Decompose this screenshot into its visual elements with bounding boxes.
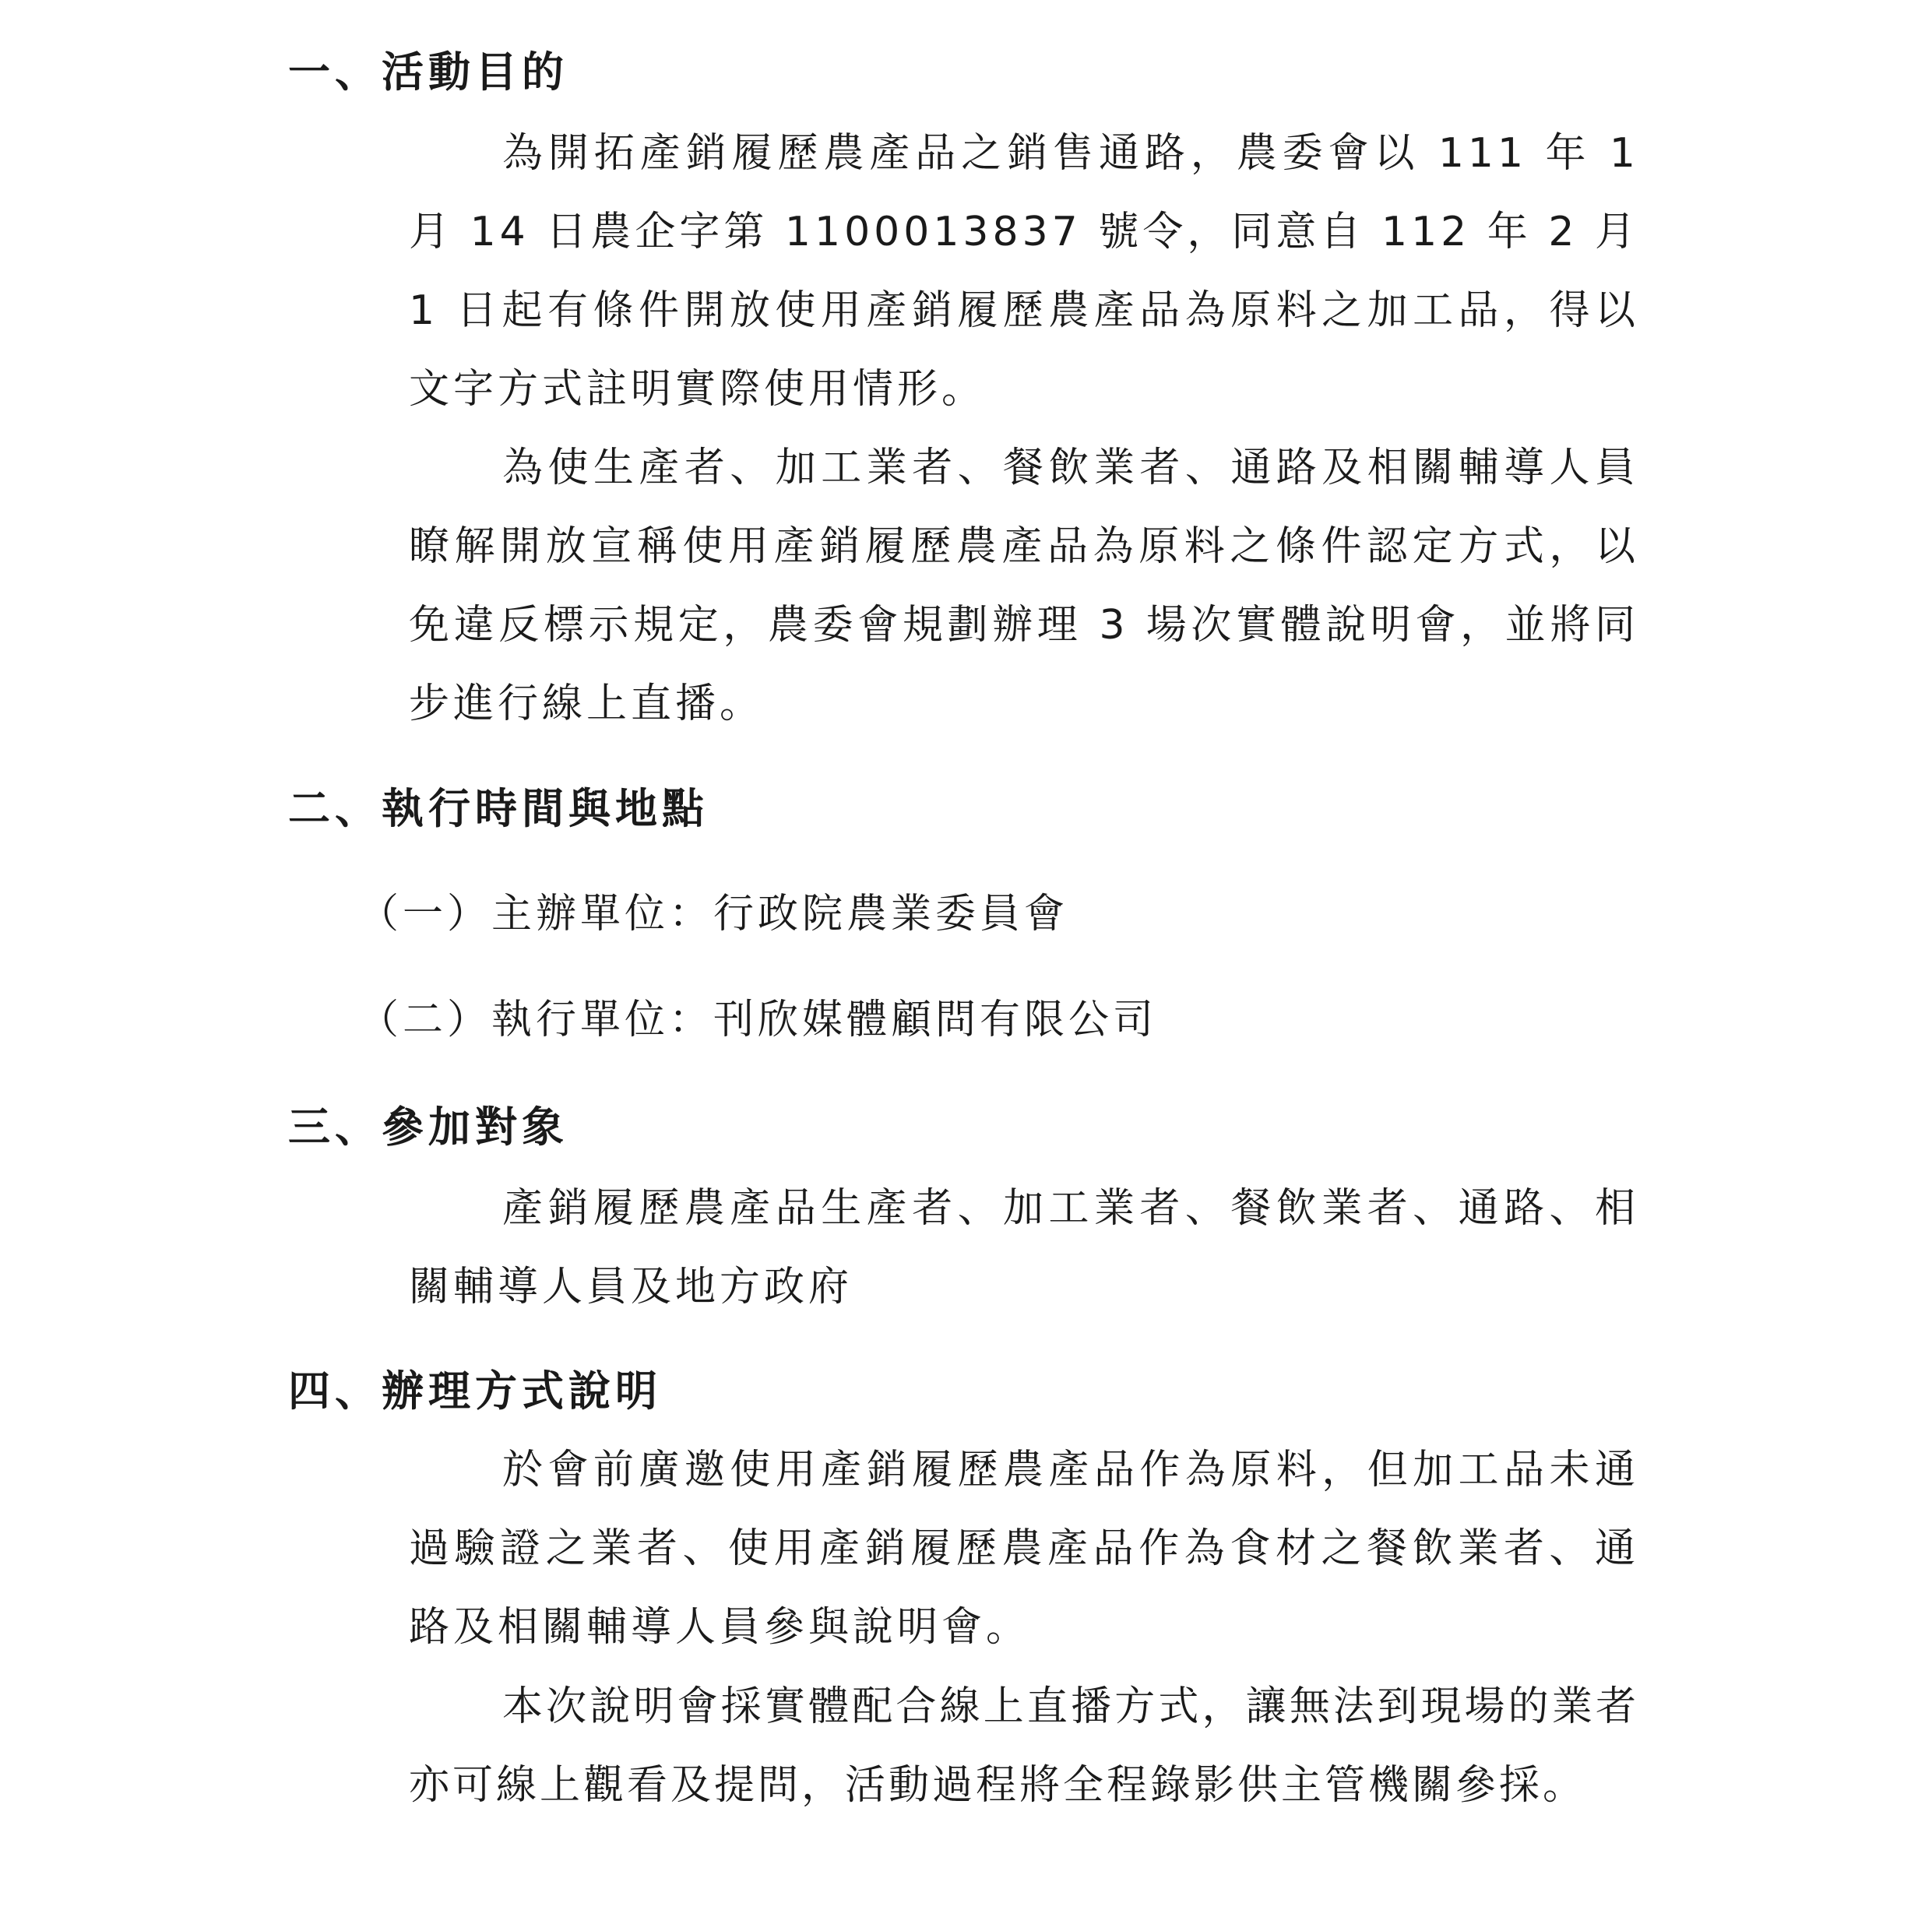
section-3-paragraph-1: 產銷履歷農產品生產者、加工業者、餐飲業者、通路、相關輔導人員及地方政府 xyxy=(409,1185,1639,1310)
section-2-item-organizer: （一）主辦單位：行政院農業委員會 xyxy=(358,891,1069,937)
section-2-heading: 二、執行時間與地點 xyxy=(288,784,709,833)
section-3-heading: 三、參加對象 xyxy=(288,1103,568,1152)
section-4-paragraph-2: 本次說明會採實體配合線上直播方式，讓無法到現場的業者亦可線上觀看及提問，活動過程將全程錄影供主管機關參採。 xyxy=(409,1683,1639,1809)
section-1-paragraph-1: 為開拓產銷履歷農產品之銷售通路，農委會以 111 年 1 月 14 日農企字第 1100013837 號令，同意自 112 年 2 月 1 日起有條件開放使用產銷履歷農產品為原料之加工品，得以文字方式註明實際使用情形。 xyxy=(409,130,1639,413)
section-4-paragraph-1: 於會前廣邀使用產銷履歷農產品作為原料，但加工品未通過驗證之業者、使用產銷履歷農產品作為食材之餐飲業者、通路及相關輔導人員參與說明會。 xyxy=(409,1447,1639,1651)
section-1-heading: 一、活動目的 xyxy=(288,47,568,97)
section-1-paragraph-2: 為使生產者、加工業者、餐飲業者、通路及相關輔導人員瞭解開放宣稱使用產銷履歷農產品為原料之條件認定方式，以免違反標示規定，農委會規劃辦理 3 場次實體說明會，並將同步進行線上直播。 xyxy=(409,445,1639,727)
section-4-heading: 四、辦理方式說明 xyxy=(288,1367,662,1416)
section-2-item-executor: （二）執行單位：刊欣媒體顧問有限公司 xyxy=(358,997,1158,1043)
